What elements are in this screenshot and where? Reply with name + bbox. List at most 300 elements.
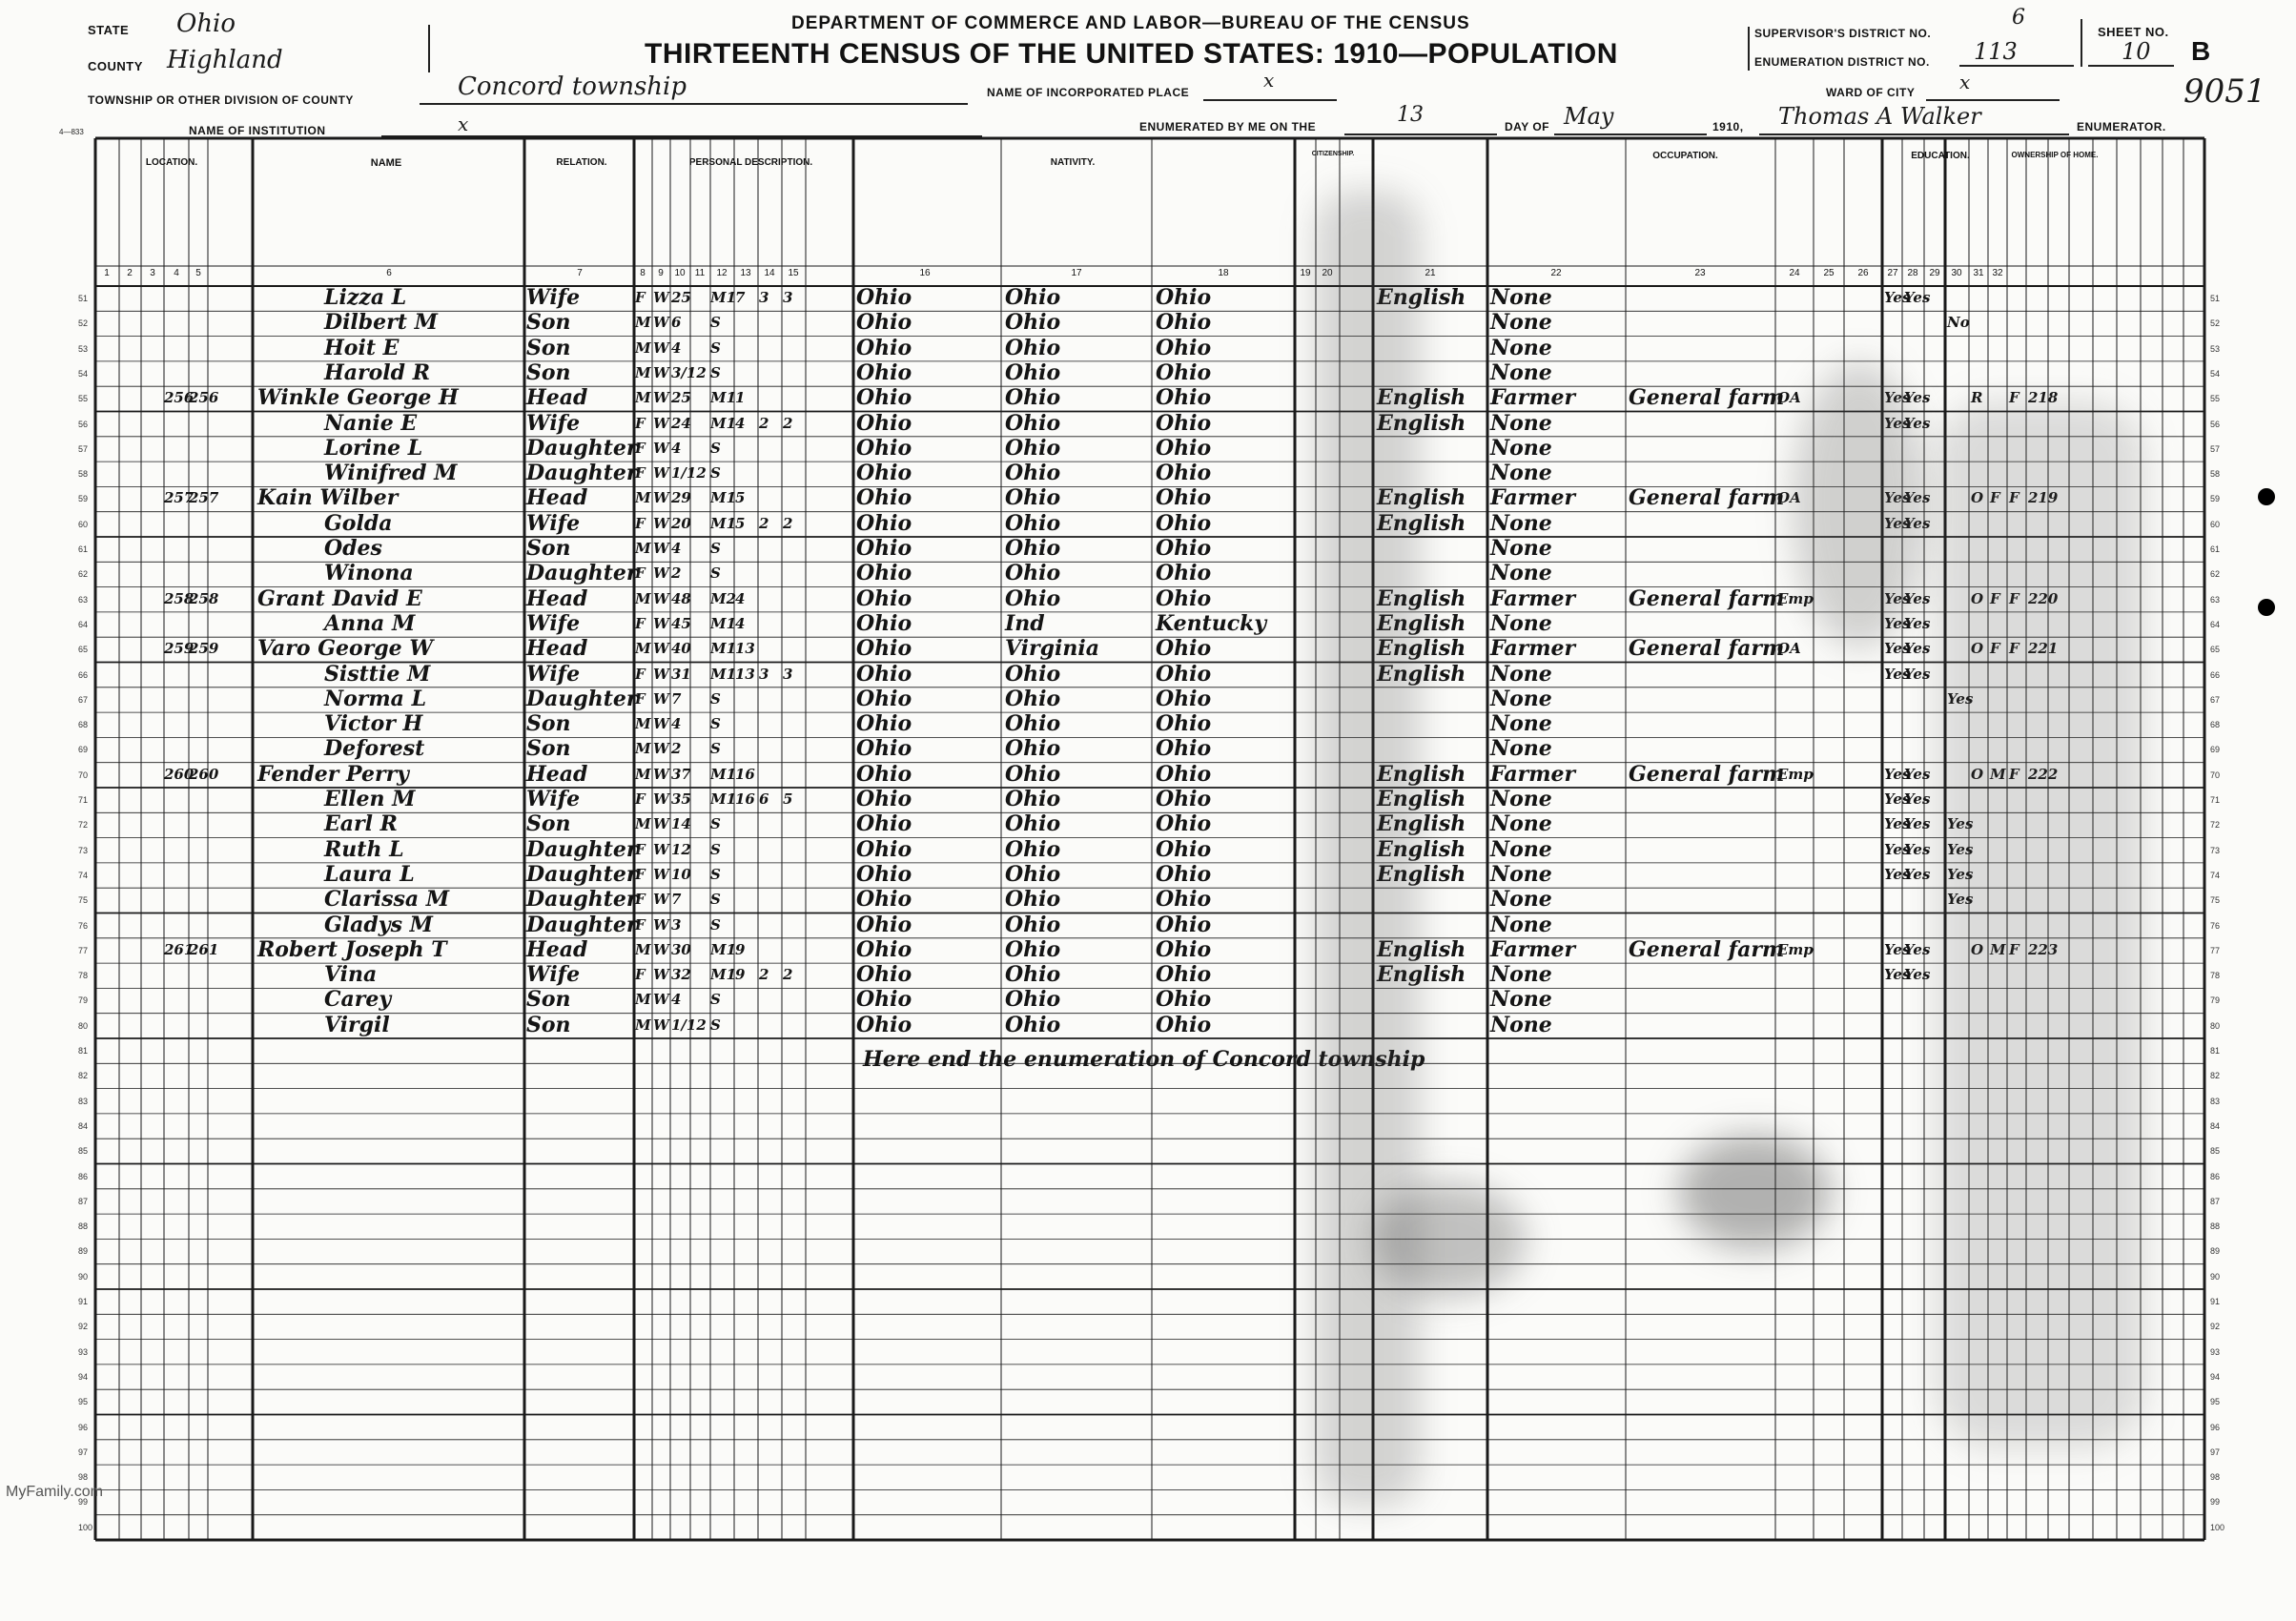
cell-language: English: [1377, 636, 1466, 662]
column-number: 2: [127, 268, 133, 278]
cell-years-married: 9: [735, 966, 746, 984]
line-number-right: 59: [2210, 494, 2221, 504]
cell-age: 4: [671, 339, 682, 357]
supervisor-value: 6: [2012, 6, 2025, 30]
line-number-right: 89: [2210, 1246, 2221, 1257]
line-number: 92: [78, 1322, 89, 1332]
cell-language: English: [1377, 410, 1466, 436]
cell-marital: S: [710, 1016, 721, 1034]
cell-mother-birth: Ohio: [1156, 285, 1212, 310]
line-number: 63: [78, 594, 89, 605]
line-number: 56: [78, 419, 89, 429]
line-number: 68: [78, 720, 89, 730]
cell-name: Laura L: [324, 861, 415, 887]
cell-owned: O: [1971, 765, 1984, 783]
line-number-right: 77: [2210, 945, 2221, 955]
cell-dwelling: 260: [164, 765, 195, 783]
cell-marital: S: [710, 865, 721, 883]
cell-write: Yes: [1904, 665, 1931, 683]
line-number: 51: [78, 294, 89, 303]
cell-name: Hoit E: [324, 335, 400, 360]
cell-mother-birth: Ohio: [1156, 761, 1212, 787]
line-number-right: 92: [2210, 1322, 2221, 1332]
cell-trade: None: [1490, 461, 1552, 486]
state-value: Ohio: [176, 10, 236, 38]
cell-relation: Head: [526, 385, 588, 411]
binder-hole: [2258, 599, 2275, 616]
cell-family: 261: [189, 940, 219, 958]
cell-employer: OA: [1777, 489, 1801, 507]
column-number: 7: [577, 268, 583, 278]
cell-race: W: [653, 363, 669, 381]
cell-birth: Ohio: [856, 585, 912, 611]
cell-free: F: [1990, 640, 2000, 658]
cell-race: W: [653, 564, 669, 583]
line-number: 60: [78, 519, 89, 529]
cell-father-birth: Ohio: [1005, 285, 1061, 310]
cell-name: Virgil: [324, 1012, 390, 1037]
line-number: 59: [78, 494, 89, 504]
column-number: 30: [1951, 268, 1962, 278]
cell-father-birth: Ohio: [1005, 987, 1061, 1013]
section-relation: RELATION.: [556, 157, 607, 168]
cell-age: 24: [671, 414, 691, 432]
cell-sex: M: [635, 540, 651, 557]
scan-smudge: [1316, 191, 1421, 1507]
cell-race: W: [653, 640, 669, 658]
cell-children-living: 3: [783, 665, 793, 683]
cell-father-birth: Ohio: [1005, 736, 1061, 762]
column-number: 25: [1823, 268, 1835, 278]
cell-birth: Ohio: [856, 811, 912, 837]
cell-name: Clarissa M: [324, 887, 450, 913]
cell-industry: General farm: [1629, 636, 1785, 662]
cell-relation: Son: [526, 359, 571, 385]
line-number: 70: [78, 769, 89, 780]
cell-relation: Son: [526, 310, 571, 336]
cell-race: W: [653, 915, 669, 934]
cell-trade: None: [1490, 310, 1552, 336]
line-number-right: 64: [2210, 619, 2221, 629]
county-value: Highland: [167, 46, 283, 74]
cell-trade: None: [1490, 285, 1552, 310]
cell-father-birth: Ohio: [1005, 310, 1061, 336]
enumeration-month: May: [1564, 103, 1614, 130]
column-number: 13: [740, 268, 751, 278]
cell-marital: S: [710, 740, 721, 758]
cell-language: English: [1377, 861, 1466, 887]
cell-dwelling: 257: [164, 489, 195, 507]
line-number: 99: [78, 1497, 89, 1508]
cell-years-married: 5: [735, 489, 746, 507]
cell-dwelling: 256: [164, 389, 195, 407]
cell-sex: F: [635, 514, 646, 532]
cell-write: Yes: [1904, 614, 1931, 632]
cell-birth: Ohio: [856, 536, 912, 561]
cell-birth: Ohio: [856, 335, 912, 360]
column-number: 20: [1322, 268, 1333, 278]
cell-race: W: [653, 689, 669, 708]
line-number: 69: [78, 745, 89, 755]
cell-language: English: [1377, 285, 1466, 310]
cell-relation: Wife: [526, 285, 581, 310]
line-number-right: 94: [2210, 1371, 2221, 1382]
cell-sex: M: [635, 765, 651, 783]
cell-children-living: 3: [783, 289, 793, 306]
cell-relation: Son: [526, 1012, 571, 1037]
cell-age: 20: [671, 514, 691, 532]
cell-sex: F: [635, 414, 646, 432]
cell-father-birth: Ohio: [1005, 485, 1061, 511]
line-number: 83: [78, 1096, 89, 1106]
scan-smudge: [1936, 400, 2145, 1449]
cell-marital: M1: [710, 665, 737, 683]
cell-read: Yes: [1884, 790, 1911, 808]
enumerated-label: ENUMERATED BY ME ON THE: [1139, 120, 1317, 133]
column-number: 18: [1218, 268, 1229, 278]
cell-father-birth: Ohio: [1005, 561, 1061, 586]
end-of-enumeration-note: Here end the enumeration of Concord township: [863, 1047, 1425, 1072]
township-label: TOWNSHIP OR OTHER DIVISION OF COUNTY: [88, 93, 354, 107]
cell-marital: S: [710, 840, 721, 858]
cell-relation: Head: [526, 936, 588, 962]
cell-marital: S: [710, 564, 721, 583]
cell-marital: S: [710, 540, 721, 557]
cell-father-birth: Ohio: [1005, 410, 1061, 436]
column-number: 5: [195, 268, 201, 278]
day-of-label: DAY OF: [1505, 120, 1550, 133]
cell-years-married: 13: [735, 640, 755, 658]
cell-father-birth: Ohio: [1005, 461, 1061, 486]
line-number: 64: [78, 619, 89, 629]
cell-name: Golda: [324, 510, 393, 536]
watermark: MyFamily.com: [6, 1484, 103, 1500]
cell-trade: None: [1490, 610, 1552, 636]
cell-race: W: [653, 715, 669, 733]
cell-trade: None: [1490, 335, 1552, 360]
cell-farm: F: [2009, 765, 2019, 783]
line-number-right: 72: [2210, 820, 2221, 831]
cell-father-birth: Ohio: [1005, 510, 1061, 536]
line-number: 96: [78, 1422, 89, 1432]
cell-race: W: [653, 289, 669, 306]
cell-sex: F: [635, 840, 646, 858]
supervisor-label: SUPERVISOR'S DISTRICT NO.: [1754, 27, 1932, 40]
cell-relation: Son: [526, 736, 571, 762]
cell-relation: Daughter: [526, 861, 638, 887]
column-number: 16: [919, 268, 931, 278]
cell-sex: M: [635, 940, 651, 958]
cell-birth: Ohio: [856, 962, 912, 988]
cell-read: Yes: [1884, 865, 1911, 883]
line-number: 95: [78, 1397, 89, 1407]
cell-free: M: [1990, 940, 2006, 958]
cell-language: English: [1377, 610, 1466, 636]
cell-sex: M: [635, 1016, 651, 1034]
cell-relation: Head: [526, 761, 588, 787]
cell-trade: None: [1490, 962, 1552, 988]
section-location: LOCATION.: [145, 157, 198, 168]
column-number: 19: [1300, 268, 1311, 278]
cell-mother-birth: Ohio: [1156, 310, 1212, 336]
line-number-right: 75: [2210, 895, 2221, 906]
cell-mother-birth: Ohio: [1156, 335, 1212, 360]
cell-father-birth: Ohio: [1005, 359, 1061, 385]
cell-birth: Ohio: [856, 761, 912, 787]
state-label: STATE: [88, 23, 130, 37]
line-number-right: 62: [2210, 569, 2221, 580]
cell-mother-birth: Ohio: [1156, 410, 1212, 436]
incorporated-label: NAME OF INCORPORATED PLACE: [987, 86, 1190, 99]
cell-race: W: [653, 740, 669, 758]
section-ownership: OWNERSHIP OF HOME.: [2011, 151, 2099, 159]
cell-name: Fender Perry: [257, 761, 409, 787]
cell-write: Yes: [1904, 815, 1931, 833]
cell-free: F: [1990, 489, 2000, 507]
cell-birth: Ohio: [856, 435, 912, 461]
cell-language: English: [1377, 936, 1466, 962]
cell-marital: M1: [710, 514, 737, 532]
cell-mother-birth: Ohio: [1156, 736, 1212, 762]
line-number: 54: [78, 368, 89, 379]
cell-mother-birth: Ohio: [1156, 561, 1212, 586]
cell-name: Dilbert M: [324, 310, 438, 336]
line-number: 71: [78, 795, 89, 805]
cell-marital: S: [710, 339, 721, 357]
cell-trade: Farmer: [1490, 936, 1576, 962]
cell-sex: F: [635, 439, 646, 457]
cell-trade: None: [1490, 561, 1552, 586]
cell-name: Grant David E: [257, 585, 422, 611]
line-number-right: 99: [2210, 1497, 2221, 1508]
cell-write: Yes: [1904, 765, 1931, 783]
cell-sex: F: [635, 915, 646, 934]
line-number: 55: [78, 394, 89, 404]
cell-family: 256: [189, 389, 219, 407]
cell-trade: None: [1490, 811, 1552, 837]
cell-free: M: [1990, 765, 2006, 783]
cell-race: W: [653, 891, 669, 909]
column-number: 4: [174, 268, 179, 278]
column-number: 6: [386, 268, 392, 278]
cell-mother-birth: Ohio: [1156, 510, 1212, 536]
cell-trade: None: [1490, 1012, 1552, 1037]
cell-father-birth: Ohio: [1005, 335, 1061, 360]
line-number-right: 54: [2210, 368, 2221, 379]
cell-birth: Ohio: [856, 461, 912, 486]
cell-years-married: 4: [735, 589, 746, 607]
cell-sex: M: [635, 389, 651, 407]
cell-employer: Emp: [1777, 940, 1814, 958]
cell-race: W: [653, 414, 669, 432]
cell-relation: Daughter: [526, 686, 638, 711]
cell-read: Yes: [1884, 840, 1911, 858]
cell-sex: M: [635, 489, 651, 507]
cell-read: Yes: [1884, 289, 1911, 306]
cell-children-living: 5: [783, 790, 793, 808]
cell-write: Yes: [1904, 389, 1931, 407]
cell-trade: None: [1490, 536, 1552, 561]
cell-birth: Ohio: [856, 912, 912, 937]
incorporated-value: x: [1263, 69, 1275, 92]
page-title: THIRTEENTH CENSUS OF THE UNITED STATES: 1910—POPULATION: [645, 38, 1618, 70]
cell-employer: Emp: [1777, 765, 1814, 783]
cell-mother-birth: Ohio: [1156, 811, 1212, 837]
cell-age: 48: [671, 589, 691, 607]
cell-mother-birth: Ohio: [1156, 385, 1212, 411]
cell-sex: F: [635, 564, 646, 583]
cell-trade: None: [1490, 359, 1552, 385]
line-number: 77: [78, 945, 89, 955]
cell-marital: M1: [710, 289, 737, 306]
section-name: NAME: [370, 157, 402, 169]
cell-race: W: [653, 790, 669, 808]
cell-dwelling: 258: [164, 589, 195, 607]
column-number: 32: [1992, 268, 2003, 278]
cell-race: W: [653, 314, 669, 332]
cell-name: Anna M: [324, 610, 416, 636]
line-number: 93: [78, 1346, 89, 1357]
cell-owned: R: [1971, 389, 1983, 407]
column-number: 9: [658, 268, 664, 278]
cell-write: Yes: [1904, 640, 1931, 658]
cell-name: Norma L: [324, 686, 427, 711]
cell-birth: Ohio: [856, 661, 912, 687]
section-personal: PERSONAL DESCRIPTION.: [688, 157, 813, 168]
cell-birth: Ohio: [856, 485, 912, 511]
line-number-right: 76: [2210, 920, 2221, 931]
section-citizenship: CITIZENSHIP.: [1311, 151, 1355, 157]
cell-years-married: 5: [735, 514, 746, 532]
cell-sex: M: [635, 363, 651, 381]
cell-marital: M1: [710, 966, 737, 984]
cell-mother-birth: Ohio: [1156, 485, 1212, 511]
cell-mother-birth: Ohio: [1156, 987, 1212, 1013]
cell-father-birth: Ohio: [1005, 661, 1061, 687]
cell-mother-birth: Kentucky: [1156, 610, 1267, 636]
cell-mother-birth: Ohio: [1156, 1012, 1212, 1037]
column-number: 29: [1929, 268, 1940, 278]
cell-name: Carey: [324, 987, 392, 1013]
line-number: 66: [78, 669, 89, 680]
cell-trade: None: [1490, 510, 1552, 536]
line-number-right: 51: [2210, 294, 2221, 303]
cell-race: W: [653, 589, 669, 607]
institution-value: x: [458, 113, 469, 135]
cell-sex: M: [635, 715, 651, 733]
cell-birth: Ohio: [856, 510, 912, 536]
cell-father-birth: Ind: [1005, 610, 1045, 636]
line-number: 72: [78, 820, 89, 831]
cell-children-born: 6: [759, 790, 769, 808]
cell-father-birth: Ohio: [1005, 887, 1061, 913]
cell-marital: S: [710, 464, 721, 482]
cell-owned: O: [1971, 940, 1984, 958]
line-number: 84: [78, 1120, 89, 1131]
cell-name: Lorine L: [324, 435, 423, 461]
cell-name: Harold R: [324, 359, 430, 385]
column-number: 21: [1425, 268, 1436, 278]
cell-age: 3/12: [671, 363, 707, 381]
cell-mother-birth: Ohio: [1156, 861, 1212, 887]
cell-name: Winona: [324, 561, 414, 586]
line-number-right: 84: [2210, 1120, 2221, 1131]
cell-marital: S: [710, 991, 721, 1009]
cell-birth: Ohio: [856, 385, 912, 411]
cell-marital: M1: [710, 389, 737, 407]
cell-race: W: [653, 815, 669, 833]
cell-schedule: 220: [2028, 589, 2059, 607]
cell-dwelling: 261: [164, 940, 195, 958]
enumerator-label: ENUMERATOR.: [2077, 120, 2166, 133]
cell-birth: Ohio: [856, 787, 912, 811]
line-number: 88: [78, 1221, 89, 1232]
line-number-right: 78: [2210, 971, 2221, 981]
section-education: EDUCATION.: [1911, 151, 1970, 161]
cell-birth: Ohio: [856, 636, 912, 662]
cell-race: W: [653, 865, 669, 883]
cell-race: W: [653, 665, 669, 683]
line-number: 62: [78, 569, 89, 580]
cell-age: 29: [671, 489, 691, 507]
cell-years-married: 1: [735, 389, 746, 407]
cell-father-birth: Ohio: [1005, 385, 1061, 411]
cell-relation: Daughter: [526, 912, 638, 937]
cell-relation: Head: [526, 636, 588, 662]
cell-race: W: [653, 765, 669, 783]
cell-relation: Daughter: [526, 561, 638, 586]
cell-age: 12: [671, 840, 691, 858]
cell-schedule: 221: [2028, 640, 2059, 658]
cell-marital: M1: [710, 940, 737, 958]
cell-read: Yes: [1884, 940, 1911, 958]
line-number-right: 79: [2210, 995, 2221, 1006]
cell-employer: OA: [1777, 389, 1801, 407]
cell-children-born: 3: [759, 665, 769, 683]
cell-age: 25: [671, 389, 691, 407]
form-number: 4—833: [59, 128, 84, 136]
cell-trade: None: [1490, 987, 1552, 1013]
line-number: 91: [78, 1297, 89, 1306]
cell-birth: Ohio: [856, 836, 912, 862]
cell-owned: O: [1971, 489, 1984, 507]
column-number: 31: [1973, 268, 1984, 278]
cell-race: W: [653, 940, 669, 958]
line-number: 98: [78, 1472, 89, 1483]
enumeration-district-value: 113: [1974, 38, 2018, 65]
cell-trade: None: [1490, 711, 1552, 737]
cell-mother-birth: Ohio: [1156, 461, 1212, 486]
cell-mother-birth: Ohio: [1156, 536, 1212, 561]
cell-read: Yes: [1884, 614, 1911, 632]
cell-birth: Ohio: [856, 610, 912, 636]
line-number-right: 83: [2210, 1096, 2221, 1106]
cell-sex: F: [635, 464, 646, 482]
cell-trade: Farmer: [1490, 761, 1576, 787]
cell-free: F: [1990, 589, 2000, 607]
cell-name: Gladys M: [324, 912, 433, 937]
cell-race: W: [653, 991, 669, 1009]
cell-marital: M2: [710, 589, 737, 607]
department-heading: DEPARTMENT OF COMMERCE AND LABOR—BUREAU OF THE CENSUS: [791, 13, 1470, 33]
line-number: 74: [78, 870, 89, 880]
cell-name: Victor H: [324, 711, 423, 737]
cell-owned: O: [1971, 640, 1984, 658]
cell-age: 40: [671, 640, 691, 658]
cell-sex: M: [635, 339, 651, 357]
cell-father-birth: Ohio: [1005, 962, 1061, 988]
county-label: COUNTY: [88, 59, 143, 73]
